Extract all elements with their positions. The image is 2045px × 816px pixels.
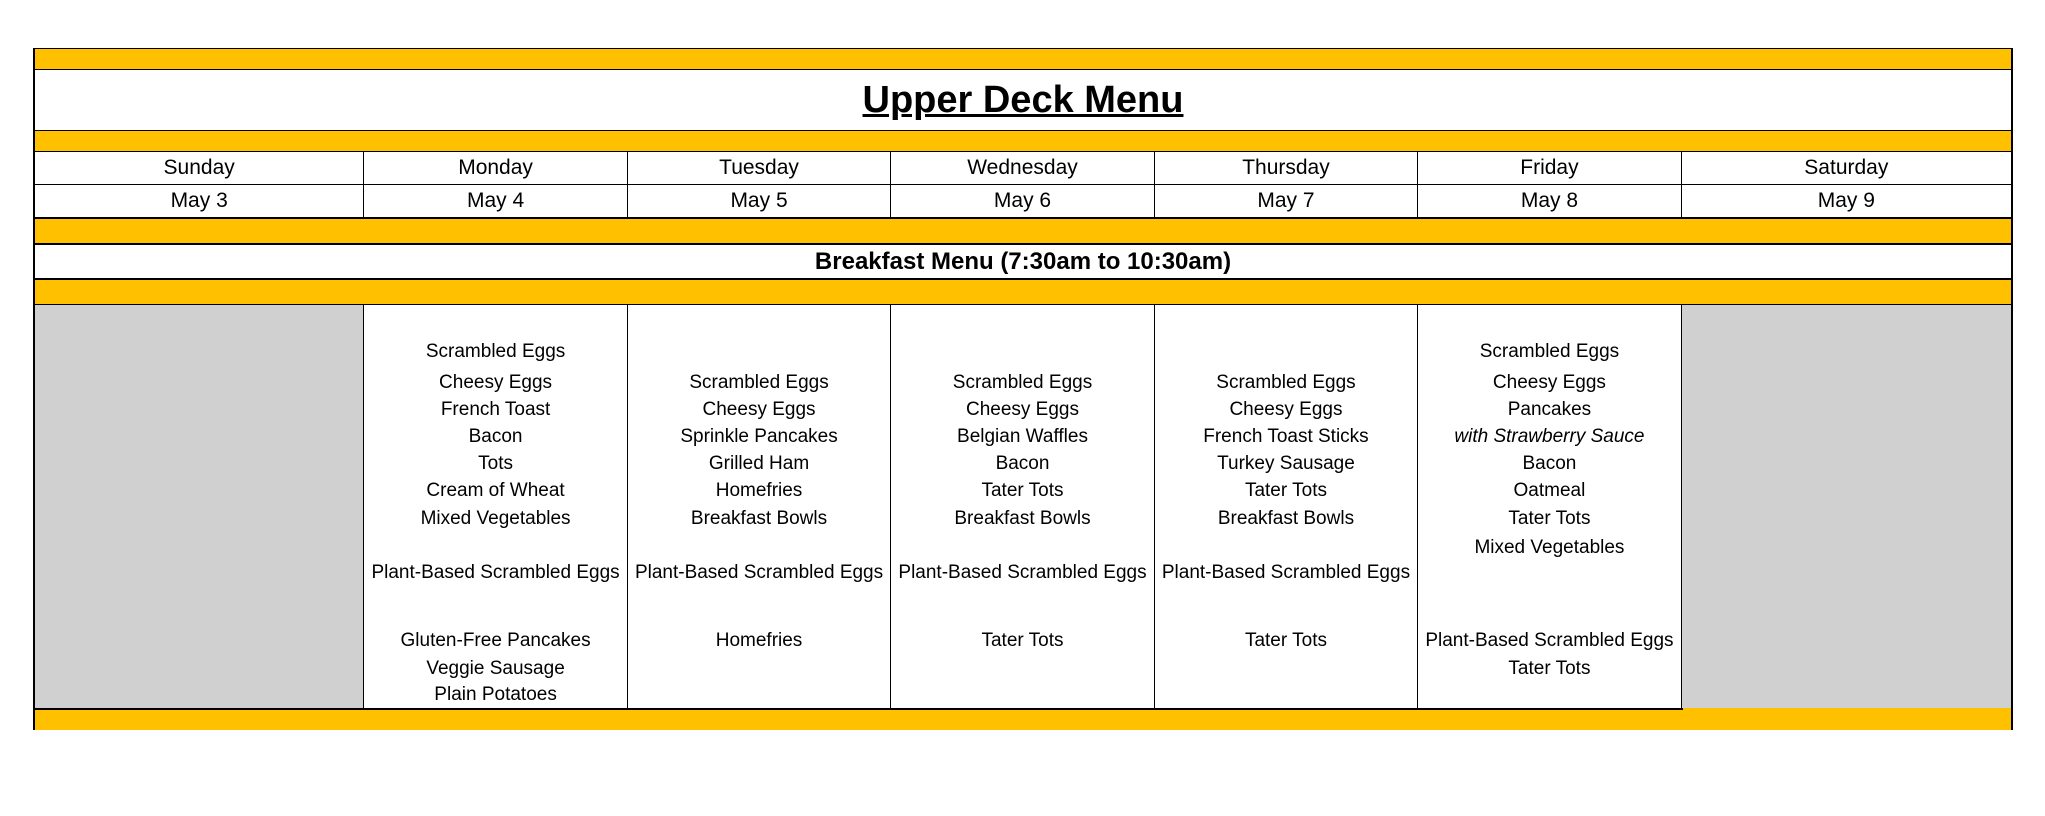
menu-item: Scrambled Eggs: [952, 372, 1093, 393]
menu-row: [33, 305, 2013, 708]
date-wednesday: May 6: [891, 185, 1154, 217]
menu-item: Tater Tots: [1244, 480, 1327, 501]
menu-item: Tater Tots: [981, 480, 1064, 501]
menu-item: Tater Tots: [981, 630, 1064, 651]
menu-item: Plain Potatoes: [434, 684, 557, 705]
menu-item: French Toast Sticks: [1203, 426, 1369, 447]
section-heading: Breakfast Menu (7:30am to 10:30am): [33, 244, 2013, 279]
menu-col-sunday: [35, 305, 364, 708]
date-monday: May 4: [364, 185, 627, 217]
menu-item: Turkey Sausage: [1217, 453, 1355, 474]
title-row: [33, 70, 2013, 130]
menu-col-saturday: [1682, 305, 2011, 708]
date-sunday: May 3: [35, 185, 364, 217]
dates-row: [33, 185, 2013, 218]
menu-item: Cheesy Eggs: [439, 372, 553, 393]
day-name-thursday: Thursday: [1155, 152, 1418, 184]
day-name-wednesday: Wednesday: [891, 152, 1154, 184]
menu-item: Cheesy Eggs: [1229, 399, 1343, 420]
bottom-band: [33, 708, 2013, 730]
band-3: [33, 218, 2013, 244]
menu-item: Plant-Based Scrambled Eggs: [1425, 630, 1674, 651]
menu-item: Scrambled Eggs: [1216, 372, 1356, 393]
menu-item: Plant-Based Scrambled Eggs: [898, 562, 1147, 583]
menu-item: Veggie Sausage: [426, 658, 565, 679]
menu-item: Cheesy Eggs: [1492, 372, 1606, 393]
menu-item: Mixed Vegetables: [420, 508, 571, 529]
menu-item: Grilled Ham: [708, 453, 810, 474]
menu-item: Breakfast Bowls: [690, 508, 828, 529]
day-names-row: [33, 152, 2013, 185]
top-band: [33, 48, 2013, 70]
day-name-friday: Friday: [1418, 152, 1681, 184]
day-name-monday: Monday: [364, 152, 627, 184]
menu-item: Breakfast Bowls: [1217, 508, 1355, 529]
menu-item: Plant-Based Scrambled Eggs: [634, 562, 884, 583]
menu-col-friday: [1418, 305, 1681, 708]
menu-item: with Strawberry Sauce: [1454, 426, 1645, 447]
menu-item: Mixed Vegetables: [1474, 537, 1625, 558]
menu-item: Cheesy Eggs: [702, 399, 816, 420]
menu-item: Scrambled Eggs: [1479, 341, 1620, 362]
menu-item: Homefries: [715, 630, 803, 651]
day-name-tuesday: Tuesday: [628, 152, 891, 184]
menu-item: Tots: [478, 453, 513, 474]
menu-item: Breakfast Bowls: [954, 508, 1091, 529]
band-4: [33, 279, 2013, 305]
menu-item: Bacon: [995, 453, 1050, 474]
menu-item: Tater Tots: [1508, 508, 1591, 529]
menu-item: Gluten-Free Pancakes: [400, 630, 591, 651]
day-name-sunday: Sunday: [35, 152, 364, 184]
menu-item: Cheesy Eggs: [965, 399, 1079, 420]
date-thursday: May 7: [1155, 185, 1418, 217]
menu-sheet: [33, 48, 2013, 730]
menu-col-thursday: [1155, 305, 1418, 708]
day-name-saturday: Saturday: [1804, 156, 1889, 179]
menu-item: Oatmeal: [1513, 480, 1586, 501]
date-friday: May 8: [1418, 185, 1681, 217]
menu-item: Plant-Based Scrambled Eggs: [1161, 562, 1411, 583]
menu-item: French Toast: [440, 399, 551, 420]
menu-col-wednesday: [891, 305, 1154, 708]
menu-item: Tater Tots: [1508, 658, 1591, 679]
menu-col-monday: [364, 305, 627, 708]
menu-item: Bacon: [1522, 453, 1577, 474]
menu-item: Scrambled Eggs: [689, 372, 829, 393]
menu-item: Scrambled Eggs: [425, 341, 566, 362]
menu-item: Belgian Waffles: [957, 426, 1088, 447]
menu-item: Cream of Wheat: [426, 480, 565, 501]
date-tuesday: May 5: [628, 185, 891, 217]
menu-item: Pancakes: [1507, 399, 1592, 420]
menu-item: Tater Tots: [1244, 630, 1327, 651]
page-title: Upper Deck Menu: [862, 78, 1184, 121]
menu-item: Bacon: [468, 426, 523, 447]
menu-col-tuesday: [628, 305, 891, 708]
menu-item: Homefries: [715, 480, 803, 501]
date-saturday: May 9: [1817, 189, 1875, 212]
menu-item: Sprinkle Pancakes: [680, 426, 838, 447]
menu-item: Plant-Based Scrambled Eggs: [371, 562, 620, 583]
band-2: [33, 130, 2013, 152]
